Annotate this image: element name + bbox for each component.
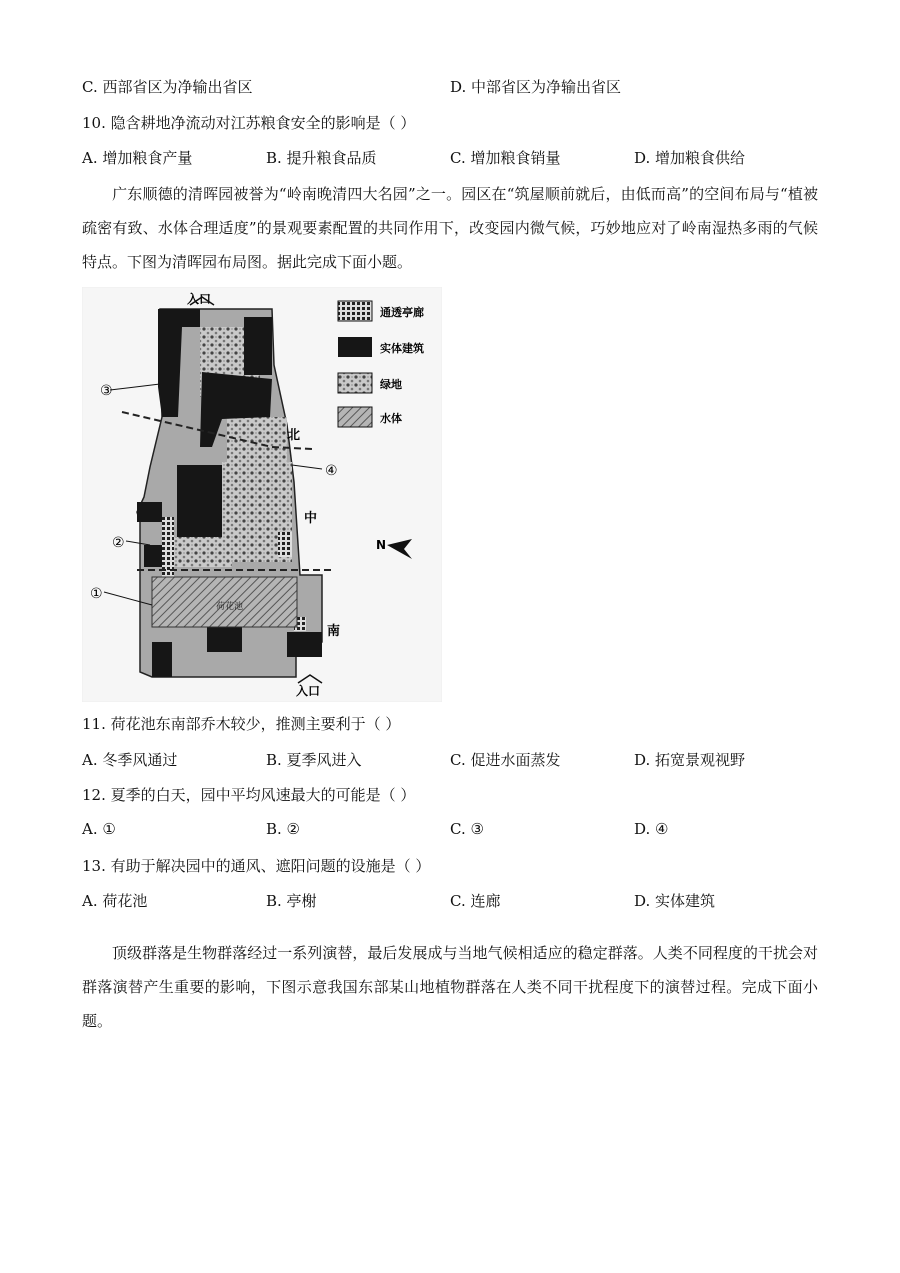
building-middle — [177, 465, 222, 537]
option-c: C. 西部省区为净输出省区 — [82, 78, 253, 96]
lotus-pond-label: 荷花池 — [216, 602, 244, 612]
q12-option-b: B. ② — [266, 820, 301, 838]
building-west-1 — [137, 502, 162, 522]
q13-option-d: D. 实体建筑 — [634, 892, 716, 910]
legend-green-swatch — [338, 373, 372, 393]
marker-4: ④ — [325, 463, 338, 479]
legend-green-label: 绿地 — [380, 378, 402, 391]
qinghui-garden-layout-map — [82, 287, 442, 702]
building-south-1 — [152, 642, 172, 677]
building-north-entrance — [244, 317, 272, 375]
q11-option-b: B. 夏季风进入 — [266, 751, 362, 769]
q10-option-d: D. 增加粮食供给 — [634, 149, 746, 167]
q13-option-b: B. 亭榭 — [266, 892, 317, 910]
passage-climax-community — [82, 936, 818, 1038]
question-10-stem: 10. 隐含耕地净流动对江苏粮食安全的影响是（ ） — [82, 114, 416, 132]
marker-3: ③ — [100, 383, 113, 399]
q12-option-c: C. ③ — [450, 820, 484, 838]
question-12-stem: 12. 夏季的白天，园中平均风速最大的可能是（ ） — [82, 786, 416, 804]
q11-option-d: D. 拓宽景观视野 — [634, 751, 746, 769]
green-area-middle-2 — [172, 537, 232, 567]
zone-middle-label: 中 — [304, 511, 318, 526]
q10-option-c: C. 增加粮食销量 — [450, 149, 561, 167]
legend-building-label: 实体建筑 — [380, 342, 424, 355]
entrance-top-label: 入口 — [187, 292, 212, 306]
question-13-stem: 13. 有助于解决园中的通风、遮阳问题的设施是（ ） — [82, 857, 431, 875]
question-11-stem: 11. 荷花池东南部乔木较少，推测主要利于（ ） — [82, 715, 401, 733]
option-d: D. 中部省区为净输出省区 — [450, 78, 622, 96]
q12-option-a: A. ① — [82, 820, 116, 838]
marker-2: ② — [112, 535, 125, 551]
legend-water-swatch — [338, 407, 372, 427]
q12-option-d: D. ④ — [634, 820, 669, 838]
building-west-2 — [144, 545, 162, 567]
pavilion-middle — [278, 532, 292, 557]
entrance-bottom-label: 入口 — [296, 684, 321, 698]
q10-option-b: B. 提升粮食品质 — [266, 149, 377, 167]
zone-north-label: 北 — [287, 428, 301, 443]
legend-pavilion-swatch — [338, 301, 372, 321]
q11-option-a: A. 冬季风通过 — [82, 751, 178, 769]
legend-pavilion-label: 通透亭廊 — [380, 306, 424, 319]
passage-qinghui-garden — [82, 177, 818, 279]
north-arrow-label: N — [376, 538, 387, 552]
q13-option-c: C. 连廊 — [450, 892, 501, 910]
zone-south-label: 南 — [327, 624, 341, 639]
q13-option-a: A. 荷花池 — [82, 892, 148, 910]
legend-water-label: 水体 — [380, 412, 402, 425]
building-south-3 — [287, 632, 322, 657]
q11-option-c: C. 促进水面蒸发 — [450, 751, 561, 769]
q10-option-a: A. 增加粮食产量 — [82, 149, 193, 167]
legend-building-swatch — [338, 337, 372, 357]
marker-1: ① — [90, 586, 103, 602]
passage-climax-text: 顶级群落是生物群落经过一系列演替，最后发展成与当地气候相适应的稳定群落。人类不同程度的干扰会对群落演替产生重要的影响，下图示意我国东部某山地植物群落在人类不同干扰程度下的演替过程。完成下面小题。 — [82, 944, 818, 1030]
passage-qinghui-text: 广东顺德的清晖园被誉为“岭南晚清四大名园”之一。园区在“筑屋顺前就后，由低而高”的空间布局与“植被疏密有致、水体合理适度”的景观要素配置的共同作用下，改变园内微气候，巧妙地应对了岭南湿热多雨的气候特点。下图为清晖园布局图。据此完成下面小题。 — [82, 185, 818, 271]
